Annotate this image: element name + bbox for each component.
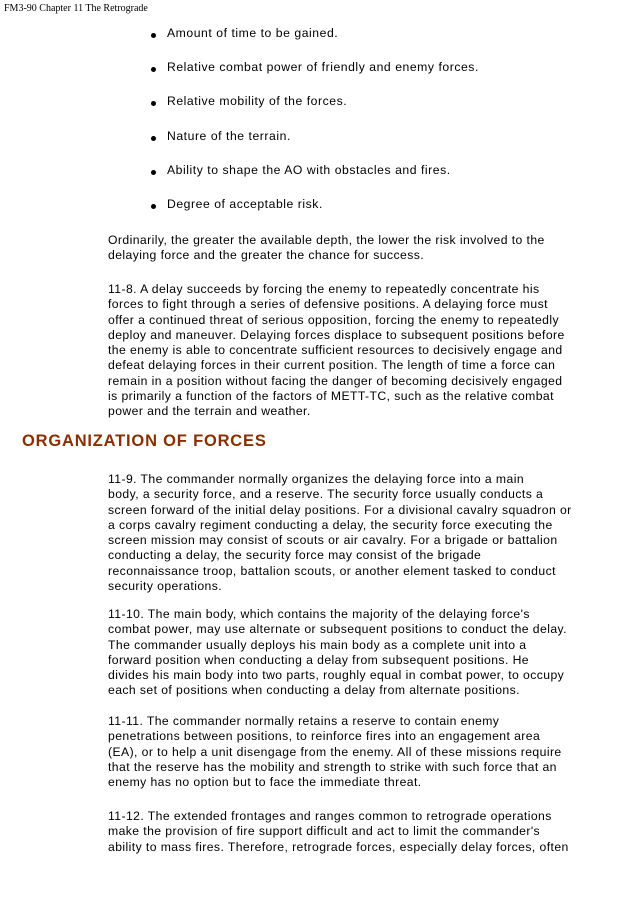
bullet-icon bbox=[151, 67, 156, 72]
list-item-text: Amount of time to be gained. bbox=[167, 26, 339, 40]
bullet-icon bbox=[151, 170, 156, 175]
bullet-icon bbox=[151, 33, 156, 38]
list-item-text: Relative combat power of friendly and enemy forces. bbox=[167, 60, 479, 74]
bullet-icon bbox=[151, 136, 156, 141]
section-heading: ORGANIZATION OF FORCES bbox=[22, 432, 267, 450]
paragraph-11-10: 11-10. The main body, which contains the majority of the delaying force's combat power, may use alternate or subsequent positions to conduct the delay. The commander usually deploys his main body as a complete unit into a forward position when conducting a delay from subsequent positions. He divides his main body into two parts, roughly equal in combat power, to occupy each set of positions when conducting a delay from alternate positions. bbox=[108, 607, 567, 698]
list-item-text: Relative mobility of the forces. bbox=[167, 94, 348, 108]
paragraph-11-11: 11-11. The commander normally retains a reserve to contain enemy penetrations between positions, to reinforce fires into an engagement area (EA), or to help a unit disengage from the enemy. All of these missions require that the reserve has the mobility and strength to strike with such force that an enemy has no option but to face the immediate threat. bbox=[108, 714, 562, 790]
bullet-icon bbox=[151, 204, 156, 209]
paragraph-11-9: 11-9. The commander normally organizes the delaying force into a main body, a security force, and a reserve. The security force usually conducts a screen forward of the initial delay positions. For a divisional cavalry squadron or a corps cavalry regiment conducting a delay, the security force executing the screen mission may consist of scouts or air cavalry. For a brigade or battalion conducting a delay, the security force may consist of the brigade reconnaissance troop, battalion scouts, or another element tasked to conduct security operations. bbox=[108, 472, 572, 594]
depth-paragraph: Ordinarily, the greater the available depth, the lower the risk involved to the delaying force and the greater the chance for success. bbox=[108, 233, 545, 263]
list-item-text: Nature of the terrain. bbox=[167, 129, 291, 143]
list-item-text: Ability to shape the AO with obstacles and fires. bbox=[167, 163, 451, 177]
bullet-icon bbox=[151, 101, 156, 106]
running-header: FM3-90 Chapter 11 The Retrograde bbox=[4, 3, 148, 14]
paragraph-11-8: 11-8. A delay succeeds by forcing the enemy to repeatedly concentrate his forces to fight through a series of defensive positions. A delaying force must offer a continued threat of serious opposition, forcing the enemy to repeatedly deploy and maneuver. Delaying forces displace to subsequent positions before the enemy is able to concentrate sufficient resources to decisively engage and defeat delaying forces in their current position. The length of time a force can remain in a position without facing the danger of becoming decisively engaged is primarily a function of the factors of METT-TC, such as the relative combat power and the terrain and weather. bbox=[108, 282, 565, 419]
paragraph-11-12: 11-12. The extended frontages and ranges common to retrograde operations make the provision of fire support difficult and act to limit the commander's ability to mass fires. Therefore, retrograde forces, especially delay forces, often bbox=[108, 809, 569, 854]
list-item-text: Degree of acceptable risk. bbox=[167, 197, 323, 211]
